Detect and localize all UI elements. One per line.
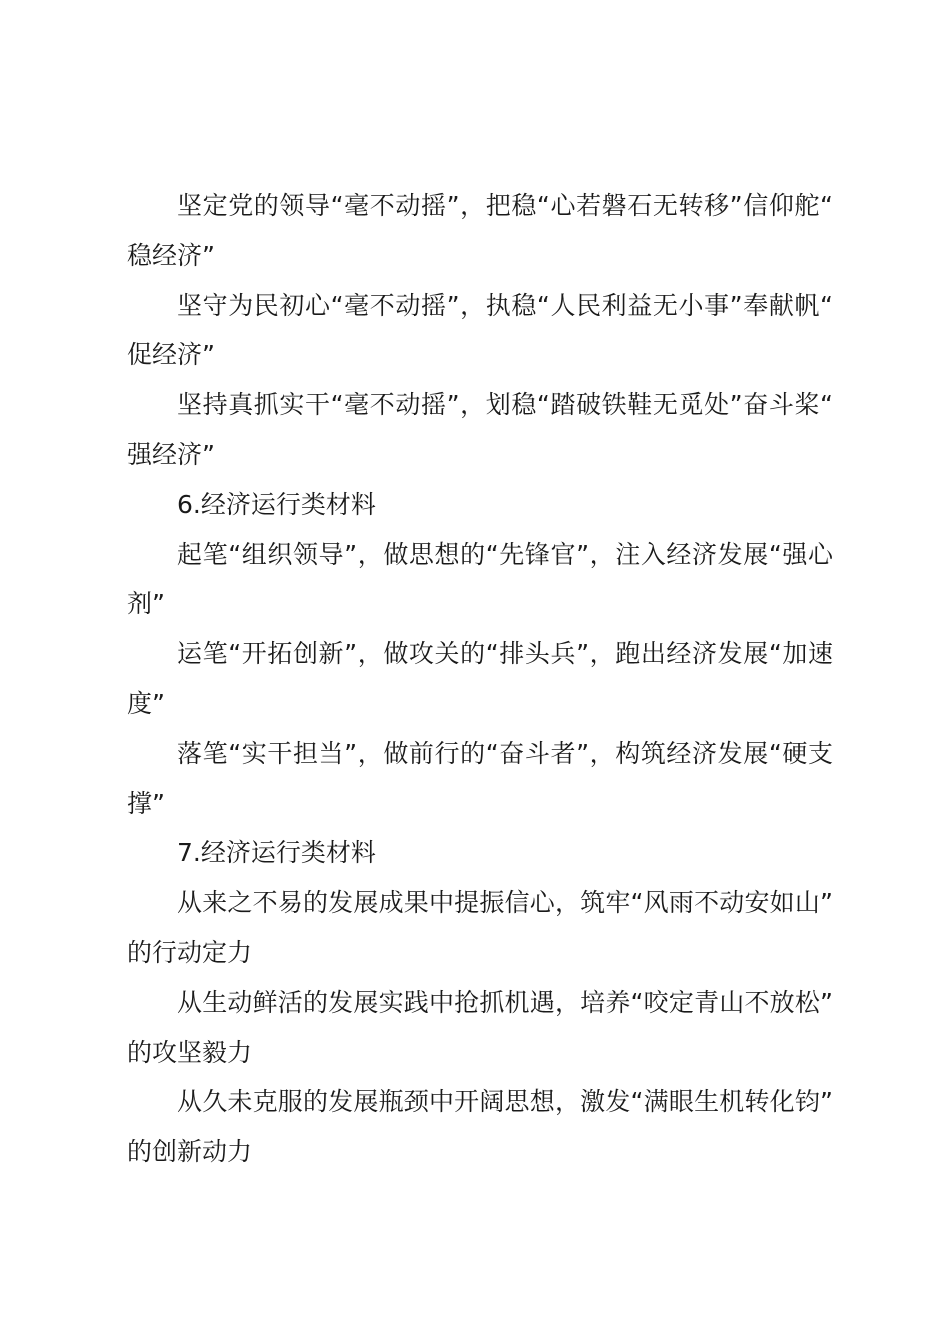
paragraph-7: 落笔“实干担当”，做前行的“奋斗者”，构筑经济发展“硬支撑” — [127, 738, 833, 818]
paragraph-10: 从生动鲜活的发展实践中抢抓机遇，培养“咬定青山不放松”的攻坚毅力 — [127, 987, 833, 1067]
paragraph-5: 起笔“组织领导”，做思想的“先锋官”，注入经济发展“强心剂” — [127, 539, 833, 619]
paragraph-9: 从来之不易的发展成果中提振信心，筑牢“风雨不动安如山”的行动定力 — [127, 888, 833, 967]
section-heading-7: 7.经济运行类材料 — [177, 838, 376, 868]
paragraph-3: 坚持真抓实干“毫不动摇”，划稳“踏破铁鞋无觅处”奋斗桨“强经济” — [127, 390, 833, 469]
paragraph-11: 从久未克服的发展瓶颈中开阔思想，激发“满眼生机转化钧”的创新动力 — [127, 1087, 833, 1167]
paragraph-6: 运笔“开拓创新”，做攻关的“排头兵”，跑出经济发展“加速度” — [127, 639, 833, 718]
document-body — [127, 181, 833, 1177]
paragraph-1: 坚定党的领导“毫不动摇”，把稳“心若磐石无转移”信仰舵“稳经济” — [127, 191, 833, 270]
section-heading-6: 6.经济运行类材料 — [177, 489, 376, 519]
paragraph-2: 坚守为民初心“毫不动摇”，执稳“人民利益无小事”奉献帆“促经济” — [127, 290, 833, 370]
